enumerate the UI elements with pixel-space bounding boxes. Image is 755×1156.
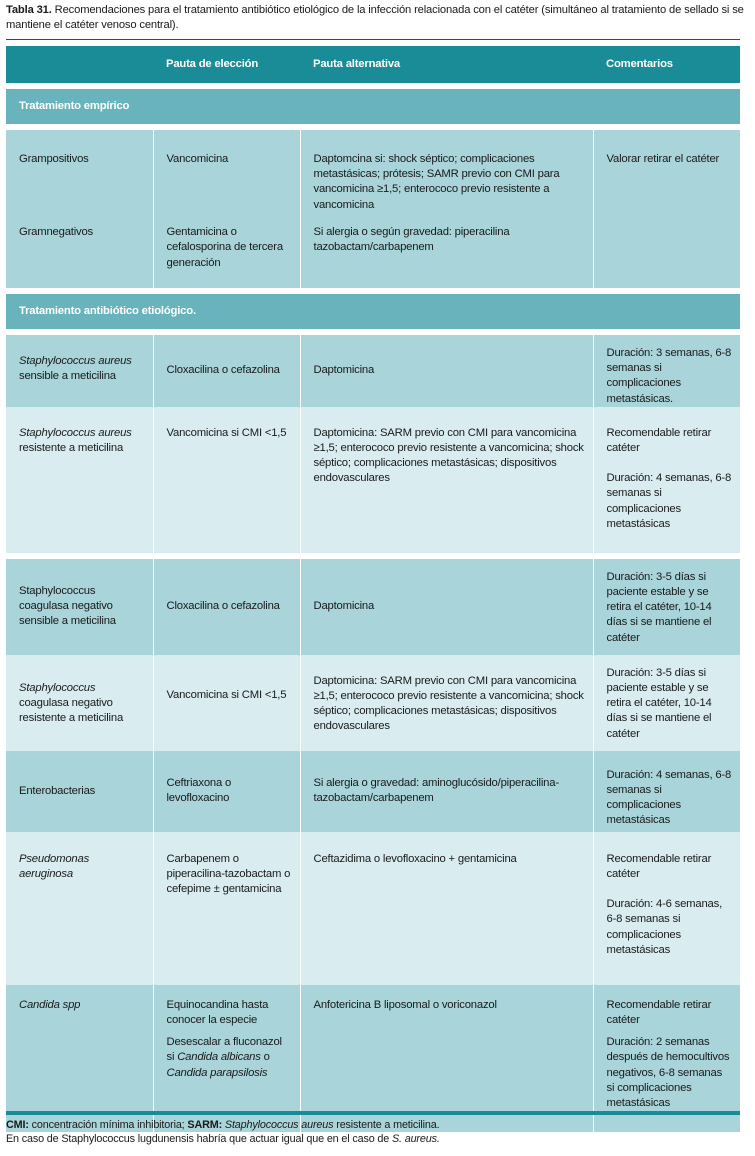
comment: Duración: 3-5 días si paciente estable y se retira el catéter, 10-14 días si se mantiene el catéter [606,570,712,644]
footnote-cmi-text: concentración mínima inhibitoria; [31,1119,185,1131]
choice: Vancomicina si CMI <1,5 [166,688,287,701]
footnote-saureus: S. aureus. [391,1133,440,1145]
alt-grampositivos: Daptomcina si: shock séptico; complicaciones metastásicas; prótesis; SAMR previo con CMI para vancomicina ≥1,5; enterococo previo resistente a vancomicina [313,153,560,211]
choice-species-1: Candida albicans [177,1051,261,1064]
table-row [6,832,740,985]
organism-rest: resistente a meticilina [19,442,124,455]
organism-italic: Candida spp [19,998,81,1011]
choice-text: o [263,1051,270,1064]
table-row [6,335,740,407]
table-caption [6,3,746,33]
choice: Cloxacilina o cefazolina [166,600,280,613]
table-row-candida [6,985,740,1132]
organism-rest: Staphylococcus coagulasa negativo sensible a meticilina [19,585,116,628]
choice-grampositivos: Vancomicina [166,153,229,165]
footnote-line-1 [6,1118,746,1132]
organism-gramnegativos: Gramnegativos [19,226,94,239]
table-header-row [6,46,740,83]
comment: Recomendable retirar catéter [606,426,712,455]
header-alternative: Pauta alternativa [300,46,593,83]
caption-text: Recomendaciones para el tratamiento antibiótico etiológico de la infección relacionada con el catéter (simultáneo al tratamiento de sellado si se mantiene el catéter venoso central). [6,4,744,31]
comment-duration: Duración: 2 semanas después de hemocultivos negativos, 6-8 semanas si complicaciones metastásicas [606,1036,730,1110]
footnote-lugdunensis: En caso de Staphylococcus lugdunensis habría que actuar igual que en el caso de [6,1133,390,1145]
comment: Duración: 3 semanas, 6-8 semanas si complicaciones metastásicas. [606,347,732,405]
footnote-line-2 [6,1132,746,1146]
choice: Ceftriaxona o levofloxacino [166,776,232,805]
alternative: Daptomicina: SARM previo con CMI para vancomicina ≥1,5; enterococo previo resistente a vancomicina; shock séptico; complicaciones metastásicas; dispositivos endovasculares [313,426,584,485]
table-bottom-rule [6,1111,740,1115]
organism-italic: Staphylococcus aureus [19,426,132,439]
table-row-empirico [6,130,740,288]
footnote-sarm-label: SARM: [187,1119,223,1131]
choice: Equinocandina hasta conocer la especie [166,998,269,1027]
table-footnote [6,1118,746,1146]
comment-duration: Duración: 4-6 semanas, 6-8 semanas si complicaciones metastásicas [606,898,723,956]
organism-grampositivos: Grampositivos [19,153,89,165]
comment: Duración: 4 semanas, 6-8 semanas si complicaciones metastásicas [606,768,732,827]
organism-italic: Staphylococcus aureus [19,355,132,367]
comment-empirico: Valorar retirar el catéter [606,153,720,165]
comment-duration: Duración: 4 semanas, 6-8 semanas si complicaciones metastásicas [606,472,732,530]
alternative: Anfotericina B liposomal o voriconazol [313,998,497,1011]
table-row [6,751,740,832]
choice-species-2: Candida parapsilosis [166,1066,268,1079]
comment: Duración: 3-5 días si paciente estable y se retira el catéter, 10-14 días si se mantiene el catéter [606,666,712,740]
section-title: Tratamiento antibiótico etiológico. [6,294,740,329]
header-choice: Pauta de elección [153,46,300,83]
alternative: Ceftazidima o levofloxacino + gentamicina [313,852,517,865]
section-title: Tratamiento empírico [6,89,740,124]
table-row [6,407,740,553]
caption-divider [6,39,740,40]
alternative: Si alergia o gravedad: aminoglucósido/piperacilina-tazobactam/carbapenem [313,776,559,805]
table-row [6,559,740,655]
organism-rest: Enterobacterias [19,784,96,797]
alt-gramnegativos: Si alergia o según gravedad: piperacilina tazobactam/carbapenem [313,226,510,254]
alternative: Daptomicina [313,600,375,613]
organism-italic: Pseudomonas aeruginosa [19,852,90,881]
footnote-cmi-label: CMI: [6,1119,29,1131]
choice-gramnegativos: Gentamicina o cefalosporina de tercera generación [166,226,283,269]
header-comments: Comentarios [593,46,740,83]
caption-label: Tabla 31. [6,4,52,16]
header-organism [6,46,153,83]
alternative: Daptomicina [313,364,375,377]
organism-rest: sensible a meticilina [19,370,116,383]
organism-italic: Staphylococcus [19,681,96,694]
comment: Recomendable retirar catéter [606,998,712,1027]
section-empirico [6,89,740,124]
choice: Cloxacilina o cefazolina [166,364,280,377]
footnote-sarm-text: resistente a meticilina. [336,1119,440,1131]
choice: Vancomicina si CMI <1,5 [166,426,287,439]
footnote-sarm-italic: Staphylococcus aureus [224,1119,334,1131]
organism-rest: coagulasa negativo resistente a meticilina [19,697,124,725]
table-row [6,655,740,751]
choice-deescalate [167,1035,292,1081]
choice-text: Desescalar a fluconazol si [166,1036,282,1064]
treatment-table [6,46,740,1132]
comment: Recomendable retirar catéter [606,852,712,881]
section-etiologico [6,294,740,329]
choice: Carbapenem o piperacilina-tazobactam o cefepime ± gentamicina [166,852,291,896]
alternative: Daptomicina: SARM previo con CMI para vancomicina ≥1,5; enterococo previo resistente a vancomicina; shock séptico; complicaciones metastásicas; dispositivos endovasculares [313,674,584,733]
